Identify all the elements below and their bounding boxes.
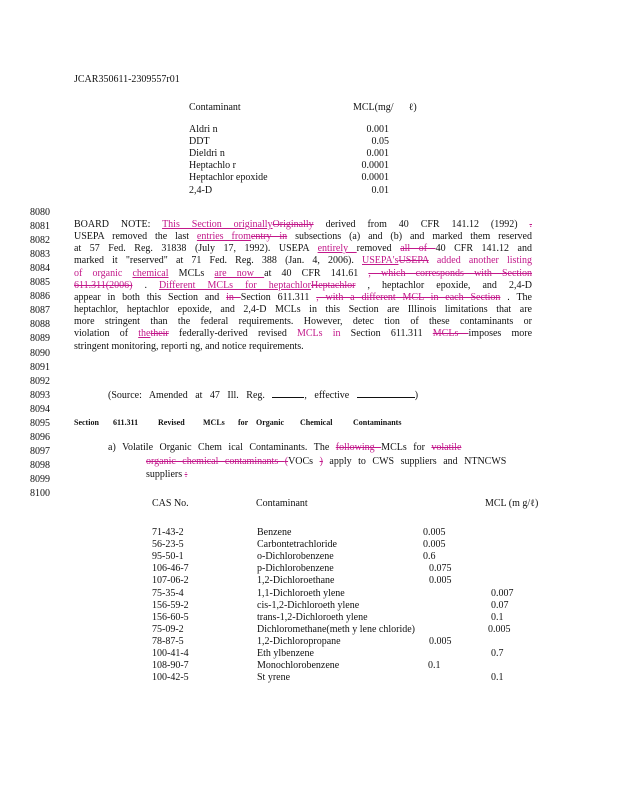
table1-mcl: 0.05 xyxy=(371,136,389,148)
table2-mcl: 0.1 xyxy=(491,672,504,684)
table2-cas: 100-42-5 xyxy=(152,672,189,684)
section-title-word: Revised xyxy=(158,418,185,427)
line-number: 8081 xyxy=(30,221,50,233)
line-number: 8098 xyxy=(30,459,50,471)
table2-cas: 78-87-5 xyxy=(152,635,184,647)
source-line: (Source: Amended at 47 Ill. Reg. , effective ) xyxy=(108,390,419,401)
table1-contaminant: Dieldri n xyxy=(189,148,225,160)
table2-mcl: 0.005 xyxy=(429,635,452,647)
table2-contaminant: p-Dichlorobenzene xyxy=(257,563,334,575)
table2-cas: 71-43-2 xyxy=(152,527,184,538)
table1-mcl: 0.0001 xyxy=(361,160,389,172)
subsection-a-line-3: suppliers : xyxy=(146,469,188,480)
line-number: 8093 xyxy=(30,389,50,401)
table2-mcl: 0.005 xyxy=(423,527,446,538)
line-number: 8086 xyxy=(30,291,50,303)
table2-mcl: 0.7 xyxy=(491,648,504,659)
line-number: 8100 xyxy=(30,488,50,499)
table2-header-cas: CAS No. xyxy=(152,498,189,509)
table2-mcl: 0.6 xyxy=(423,551,436,563)
line-number: 8092 xyxy=(30,375,50,387)
table2-mcl: 0.1 xyxy=(491,611,504,623)
source-blank-2 xyxy=(357,388,415,398)
board-note xyxy=(74,219,532,353)
line-number: 8080 xyxy=(30,207,50,218)
table2-mcl: 0.005 xyxy=(429,575,452,587)
table1-header-contaminant: Contaminant xyxy=(189,102,241,113)
table2-cas: 75-09-2 xyxy=(152,623,184,635)
table2-mcl: 0.1 xyxy=(428,660,441,672)
line-number: 8089 xyxy=(30,333,50,345)
section-title-word: Organic xyxy=(256,418,284,427)
line-number: 8082 xyxy=(30,235,50,247)
board-note-line: 611.311(2006) . Different MCLs for heptachlorHeptachlor , heptachlor epoxide, and 2,4-D xyxy=(74,279,532,291)
table1-mcl: 0.001 xyxy=(366,148,389,160)
table2-contaminant: Benzene xyxy=(257,527,292,538)
line-number: 8097 xyxy=(30,445,50,457)
line-number: 8090 xyxy=(30,347,50,359)
table1-contaminant: Heptachlo r xyxy=(189,160,236,172)
table2-header-mcl: MCL (m g/ℓ) xyxy=(485,498,539,509)
line-number: 8083 xyxy=(30,249,50,261)
line-number: 8084 xyxy=(30,263,50,275)
table2-cas: 75-35-4 xyxy=(152,587,184,599)
table2-mcl: 0.075 xyxy=(429,563,452,575)
table1-mcl: 0.001 xyxy=(366,124,389,135)
table2-contaminant: o-Dichlorobenzene xyxy=(257,551,334,563)
table1-mcl: 0.01 xyxy=(371,184,389,196)
board-note-line: of organic chemical MCLs are now at 40 CFR 141.61 , which corresponds with Section xyxy=(74,267,532,279)
table2-contaminant: 1,1-Dichloroeth ylene xyxy=(257,587,345,599)
line-number: 8095 xyxy=(30,417,50,429)
table2-contaminant: St yrene xyxy=(257,672,291,684)
section-title-word: for xyxy=(238,418,249,427)
board-note-line: more stringent than the federal requirements. However, detec tion of these contaminants or xyxy=(74,316,532,328)
table2-contaminant: 1,2-Dichloroethane xyxy=(257,575,335,587)
board-note-line: USEPA removed the last entries fromentry in subsections (a) and (b) and marked them reserved xyxy=(74,231,532,243)
section-label: Section xyxy=(74,418,99,427)
board-note-line: stringent monitoring, reporti ng, and notice requirements. xyxy=(74,340,304,352)
line-number: 8088 xyxy=(30,319,50,331)
board-note-line: marked it "reserved" at 71 Fed. Reg. 388 (Jan. 4, 2006). USEPA'sUSEPA added another listing xyxy=(74,255,532,267)
section-title-word: Contaminants xyxy=(353,418,402,427)
table2-cas: 156-60-5 xyxy=(152,611,189,623)
table2-cas: 56-23-5 xyxy=(152,539,184,551)
board-note-line: at 57 Fed. Reg. 31838 (July 17, 1992). USEPA entirely removed all of 40 CFR 141.12 and xyxy=(74,243,532,255)
source-blank-1 xyxy=(272,388,304,398)
board-note-line: violation of thetheir federally-derived revised MCLs in Section 611.311 MCLs imposes more xyxy=(74,328,532,340)
table1-contaminant: Heptachlor epoxide xyxy=(189,172,268,184)
table2-mcl: 0.005 xyxy=(488,623,511,635)
table2-contaminant: Eth ylbenzene xyxy=(257,648,314,659)
table2-contaminant: trans-1,2-Dichloroeth ylene xyxy=(257,611,368,623)
table2-contaminant: 1,2-Dichloropropane xyxy=(257,635,341,647)
board-note-line: BOARD NOTE: This Section originallyOriginally derived from 40 CFR 141.12 (1992) . xyxy=(74,219,532,230)
board-note-line: heptachlor, heptachlor epoxide, and 2,4-D MCLs in this Section are Illinois limitations that are xyxy=(74,304,532,316)
table1-mcl: 0.0001 xyxy=(361,172,389,184)
table2-contaminant: Dichloromethane(meth y lene chloride) xyxy=(257,623,415,635)
table1-contaminant: Aldri n xyxy=(189,124,218,135)
line-number: 8091 xyxy=(30,361,50,373)
table2-cas: 106-46-7 xyxy=(152,563,189,575)
section-title-word: Chemical xyxy=(300,418,333,427)
table1-header-mcl: MCL(mg/ ℓ) xyxy=(353,102,417,113)
table2-mcl: 0.005 xyxy=(423,539,446,551)
line-number: 8085 xyxy=(30,277,50,289)
table1-contaminant: 2,4-D xyxy=(189,184,213,196)
table1-contaminant: DDT xyxy=(189,136,210,148)
table2-contaminant: Monochlorobenzene xyxy=(257,660,340,672)
document-id: JCAR350611-2309557r01 xyxy=(74,74,180,85)
line-number: 8096 xyxy=(30,431,50,443)
table2-cas: 107-06-2 xyxy=(152,575,189,587)
table2-mcl: 0.007 xyxy=(491,587,514,599)
table2-cas: 108-90-7 xyxy=(152,660,189,672)
table2-cas: 156-59-2 xyxy=(152,599,189,611)
section-title-word: MCLs xyxy=(203,418,225,427)
line-number: 8099 xyxy=(30,473,50,485)
table2-contaminant: cis-1,2-Dichloroeth ylene xyxy=(257,599,360,611)
table2-cas: 95-50-1 xyxy=(152,551,184,563)
line-number: 8087 xyxy=(30,305,50,317)
subsection-a-line-2: organic chemical contaminants (VOCs ) apply to CWS suppliers and NTNCWS xyxy=(146,456,507,467)
line-number: 8094 xyxy=(30,403,50,415)
table2-cas: 100-41-4 xyxy=(152,648,189,659)
board-note-line: appear in both this Section and in Section 611.311 , with a different MCL in each Section . The xyxy=(74,291,532,303)
section-number: 611.311 xyxy=(113,418,139,427)
table2-contaminant: Carbontetrachloride xyxy=(257,539,337,551)
table2-header-contaminant: Contaminant xyxy=(256,498,308,509)
table2-mcl: 0.07 xyxy=(491,599,509,611)
subsection-a-line-1: a) Volatile Organic Chem ical Contaminants. The following MCLs for volatile xyxy=(108,442,462,453)
